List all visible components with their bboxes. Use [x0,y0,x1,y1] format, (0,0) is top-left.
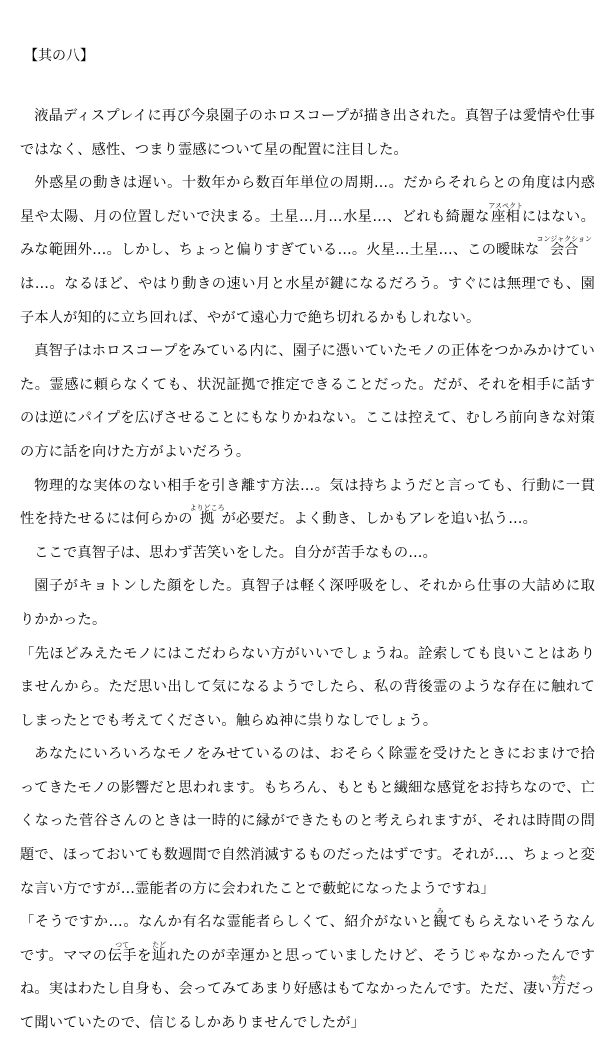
paragraph [20,738,595,906]
text-run: 液晶ディスプレイに再び今泉園子のホロスコープが描き出された。真智子は愛情や仕事ではなく、感性、つまり霊感について星の配置に注目した。 [20,108,595,158]
text-run: 外惑星の動きは遅い。十数年から数百年単位の周期…。だからそれらとの角度は内惑星や太陽、月の位置しだいで決まる。土星…月…水星…、どれも綺麗な [20,175,595,225]
text-run: れたのが幸運かと思っていましたけど、そうじゃなかったんですね。実はわたし自身も、会ってみてあまり好感はもてなかったんです。ただ、凄い [20,947,596,998]
text-run: あなたにいろいろなモノをみせているのは、おそらく除霊を受けたときにおまけで拾ってきたモノの影響だと思われます。もちろん、もともと繊細な感覚をお持ちなので、亡くなった菅谷さんのときは一時的に縁ができたものと考えられますが、それは時間の問題で、ほっておいても数週間で自然消滅するものだったはずです。それが…、ちょっと変な言い方ですが…霊能者の方に会われたことで藪蛇になったようですね」 [20,746,595,897]
ruby-base: 辿 [151,947,167,964]
ruby-base: 拠 [189,511,225,528]
text-run: にはない。みな範囲外…。しかし、ちょっと偏りすぎている…。火星…土星…、この曖昧な [20,208,595,259]
ruby-annotation [536,235,592,259]
paragraph [20,100,595,167]
text-run: 真智子はホロスコープをみている内に、園子に憑いていたモノの正体をつかみかけていた。霊感に頼らなくても、状況証拠で推定できることだった。だが、それを相手に話すのは逆にパイプを広げさせることにもなりかねない。ここは控えて、むしろ前向きな対策の方に話を向けた方がよいだろう。 [20,343,595,460]
ruby-reading: み [433,907,448,916]
paragraph [20,570,595,637]
paragraph [20,638,595,739]
text-run: は…。なるほど、やはり動きの速い月と水星が鍵になるだろう。すぐには無理でも、園子本人が知的に立ち回れば、やがて遠心力で絶ち切れるかもしれない。 [20,275,595,326]
ruby-annotation [488,201,524,225]
text-run: 「先ほどみえたモノにはこだわらない方がいいでしょうね。詮索しても良いことはありませんから。ただ思い出して気になるようでしたら、私の背後霊のような存在に触れてしまったとでも考えてください。触らぬ神に祟りなしでしょう。 [20,645,595,729]
paragraph [20,470,595,537]
ruby-reading: つて [107,940,137,949]
text-run: 「そうですか…。なんか有名な霊能者らしくて、紹介がないと [20,914,433,931]
ruby-annotation [151,940,167,964]
body-text [20,100,595,1041]
paragraph [20,167,595,335]
text-run: だって聞いていたので、信じるしかありませんでしたが」 [20,981,595,1032]
text-run: 園子がキョトンした顔をした。真智子は軽く深呼吸をし、それから仕事の大詰めに取りかかった。 [20,578,595,628]
ruby-annotation [189,504,225,528]
text-run: を [137,947,152,964]
ruby-reading: コンジャクション [536,235,592,244]
text-run: が必要だ。よく動き、しかもアレを追い払う…。 [221,511,538,528]
paragraph [20,537,595,571]
paragraph [20,906,595,1040]
text-run: 物理的な実体のない相手を引き離す方法…。気は持ちようだと言っても、行動に一貫性を持たせるには何らかの [20,477,595,528]
ruby-reading: よりどころ [189,504,225,513]
ruby-annotation [551,974,567,998]
ruby-annotation [107,940,138,964]
text-run: てもらえないそうなんです。ママの [20,914,595,964]
ruby-reading: たど [151,940,167,949]
ruby-annotation [433,907,448,931]
text-run: ここで真智子は、思わず苦笑いをした。自分が苦手なもの…。 [34,544,438,561]
ruby-base: 座相 [488,208,524,225]
ruby-reading: かた [551,974,567,983]
ruby-base: 観 [433,914,448,931]
ruby-base: 伝手 [107,947,138,964]
ruby-base: 会合 [536,242,592,259]
paragraph [20,335,595,469]
ruby-base: 方 [551,981,567,998]
chapter-heading: 【其の八】 [24,48,94,64]
ruby-reading: アスペクト [488,201,524,210]
